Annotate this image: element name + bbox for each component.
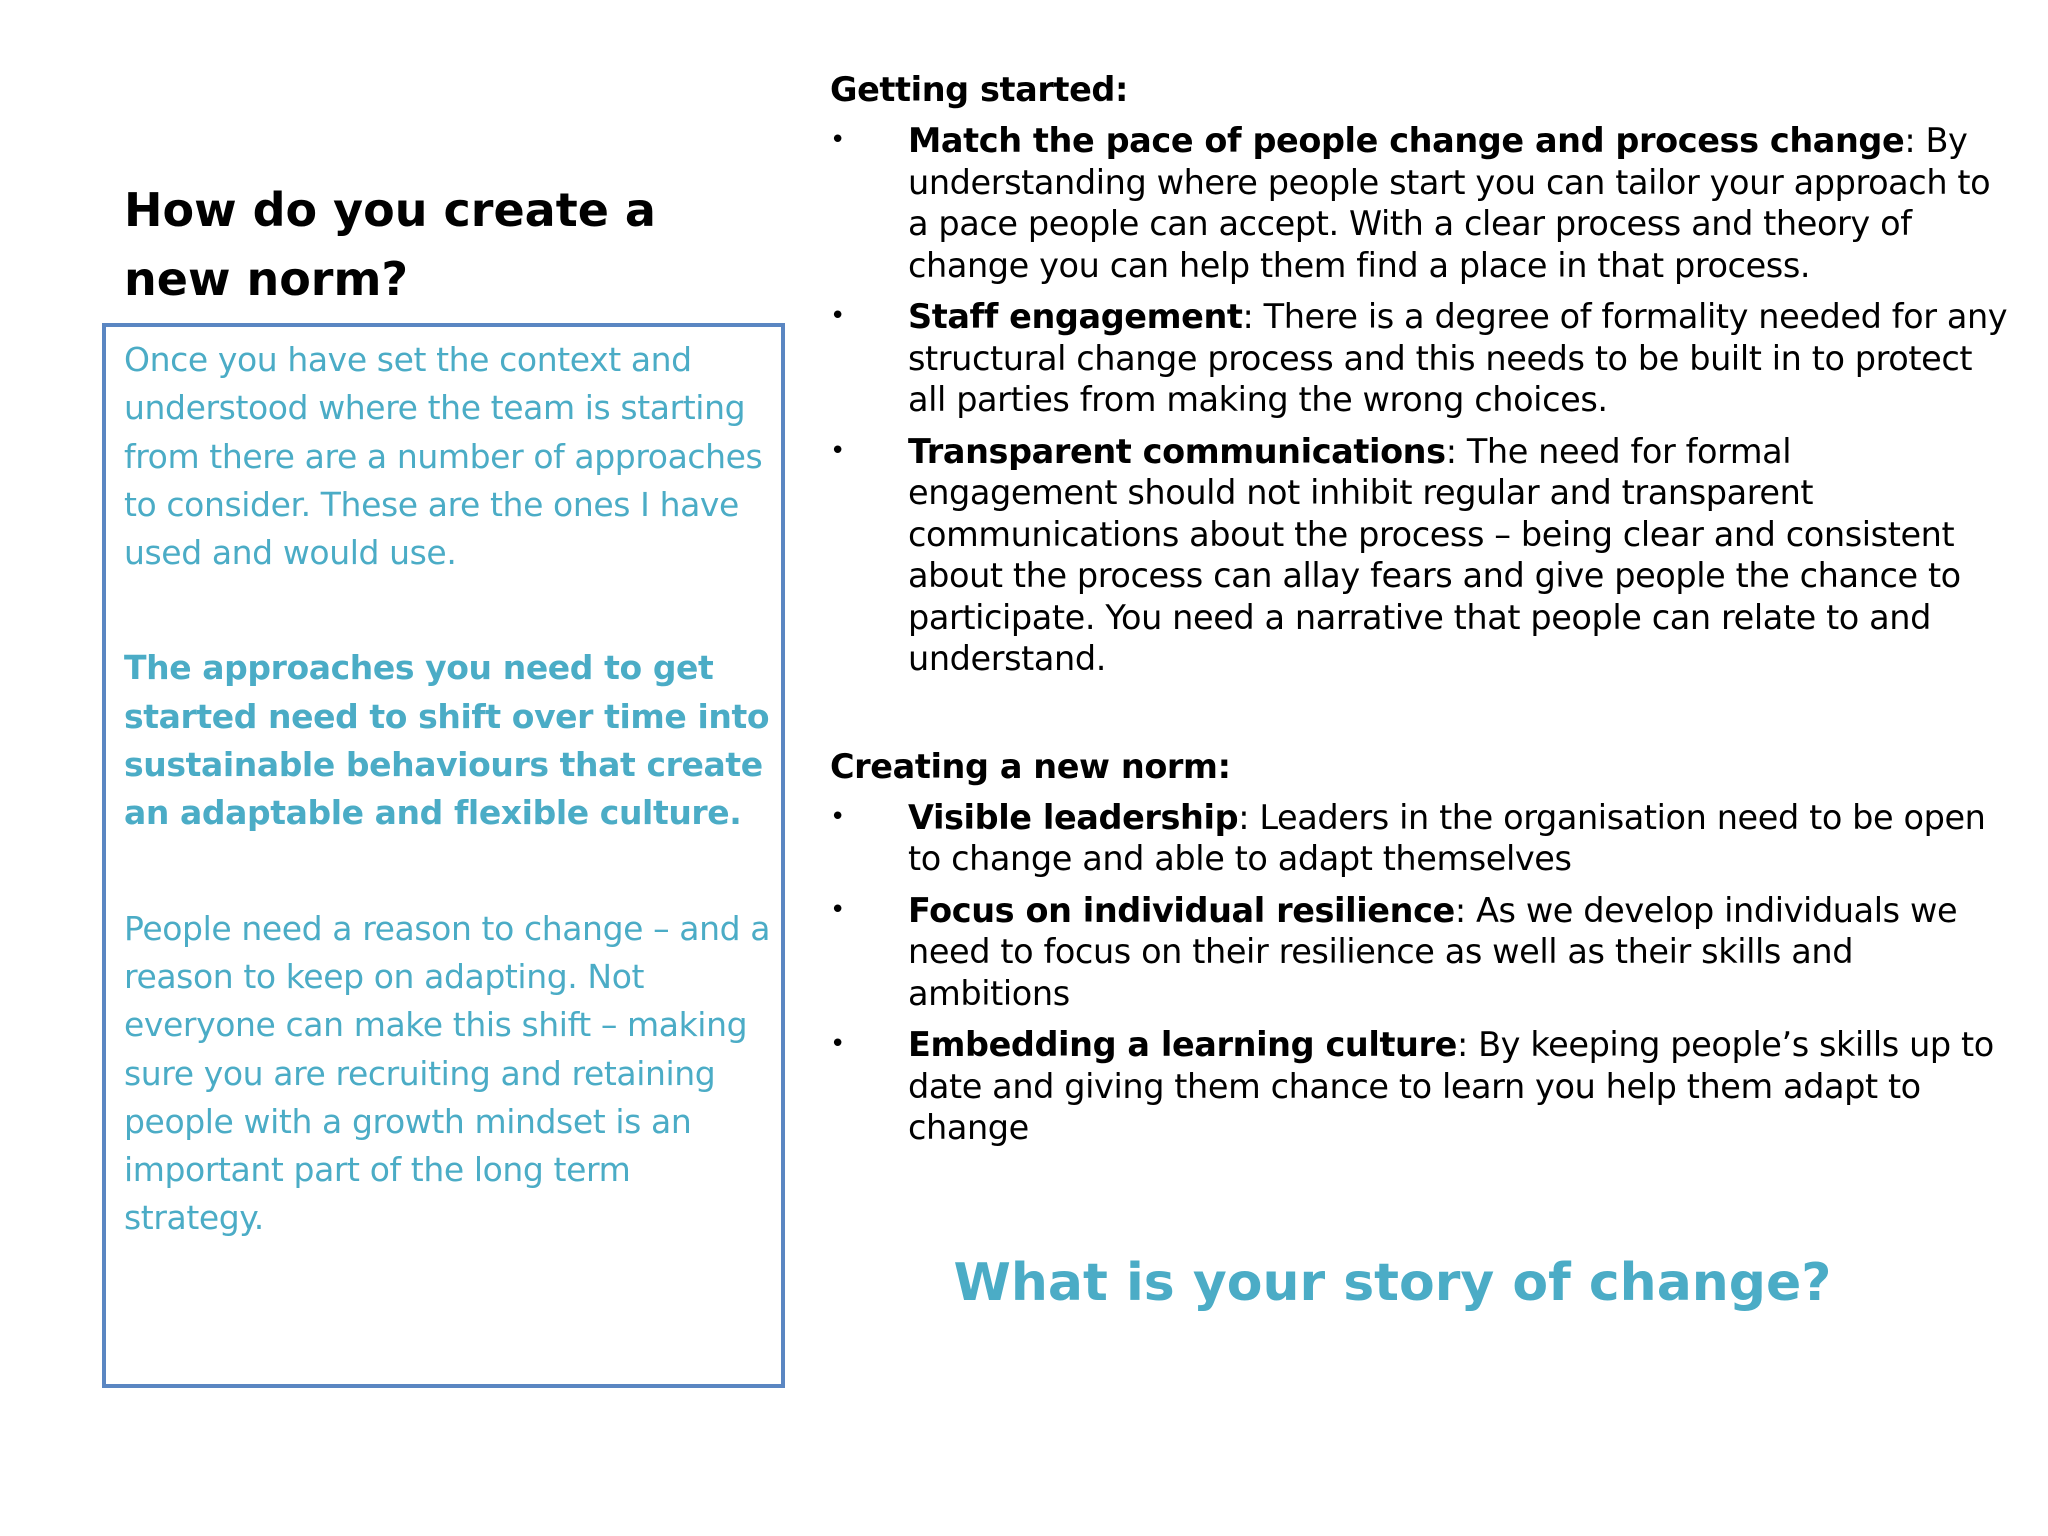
bullet-text: : There is a degree of formality needed for any structural change process and this needs to be built in to protect all parties from making the wrong choices. — [908, 297, 2008, 419]
getting-started-list — [830, 120, 2010, 680]
summary-paragraph-1: Once you have set the context and understood where the team is starting from there are a number of approaches to consider. These are the ones I have used and would use. — [124, 340, 763, 573]
list-item — [830, 120, 2010, 286]
approaches-column — [830, 66, 2010, 1149]
list-item — [830, 1024, 2010, 1149]
list-item — [830, 797, 2010, 880]
bullet-text: : The need for formal engagement should not inhibit regular and transparent communications about the process – being clear and consistent about the process can allay fears and give people the chance to participate. You need a narrative that people can relate to and understand. — [908, 431, 1961, 678]
list-item — [830, 296, 2010, 421]
bullet-icon: • — [830, 801, 845, 832]
bullet-icon: • — [830, 125, 845, 155]
bullet-text: : As we develop individuals we need to focus on their resilience as well as their skills and ambitions — [908, 890, 1958, 1013]
list-item — [830, 890, 2010, 1015]
bullet-lead: Focus on individual resilience — [908, 890, 1455, 930]
slide-title: How do you create a new norm? — [124, 183, 656, 306]
getting-started-heading: Getting started: — [830, 70, 1129, 109]
summary-paragraph-2: The approaches you need to get started need to shift over time into sustainable behaviours that create an adaptable and flexible culture. — [124, 648, 770, 833]
bullet-text: : By understanding where people start you can tailor your approach to a pace people can accept. With a clear process and theory of change you can help them find a place in that process. — [908, 121, 1991, 285]
bullet-lead: Embedding a learning culture — [908, 1025, 1457, 1064]
bullet-text: : By keeping people’s skills up to date and giving them chance to learn you help them adapt to change — [908, 1025, 1994, 1147]
bullet-lead: Match the pace of people change and process change — [908, 121, 1905, 160]
bullet-lead: Staff engagement — [908, 297, 1243, 336]
bullet-lead: Visible leadership — [908, 797, 1239, 837]
new-norm-heading: Creating a new norm: — [830, 746, 1231, 786]
list-item — [830, 431, 2010, 680]
bullet-lead: Transparent communications — [908, 431, 1446, 471]
closing-question: What is your story of change? — [953, 1253, 1832, 1313]
bullet-icon: • — [830, 1029, 845, 1059]
summary-text — [124, 336, 776, 1243]
new-norm-list — [830, 797, 2010, 1149]
bullet-icon: • — [830, 301, 845, 331]
bullet-icon: • — [830, 435, 845, 466]
bullet-icon: • — [830, 894, 845, 925]
summary-paragraph-3: People need a reason to change – and a reason to keep on adapting. Not everyone can make this shift – making sure you are recruiting and retaining people with a growth mindset is an important part of the long term strategy. — [124, 908, 771, 1238]
section-spacer — [830, 680, 2010, 743]
bullet-text: : Leaders in the organisation need to be open to change and able to adapt themselves — [908, 797, 1986, 878]
